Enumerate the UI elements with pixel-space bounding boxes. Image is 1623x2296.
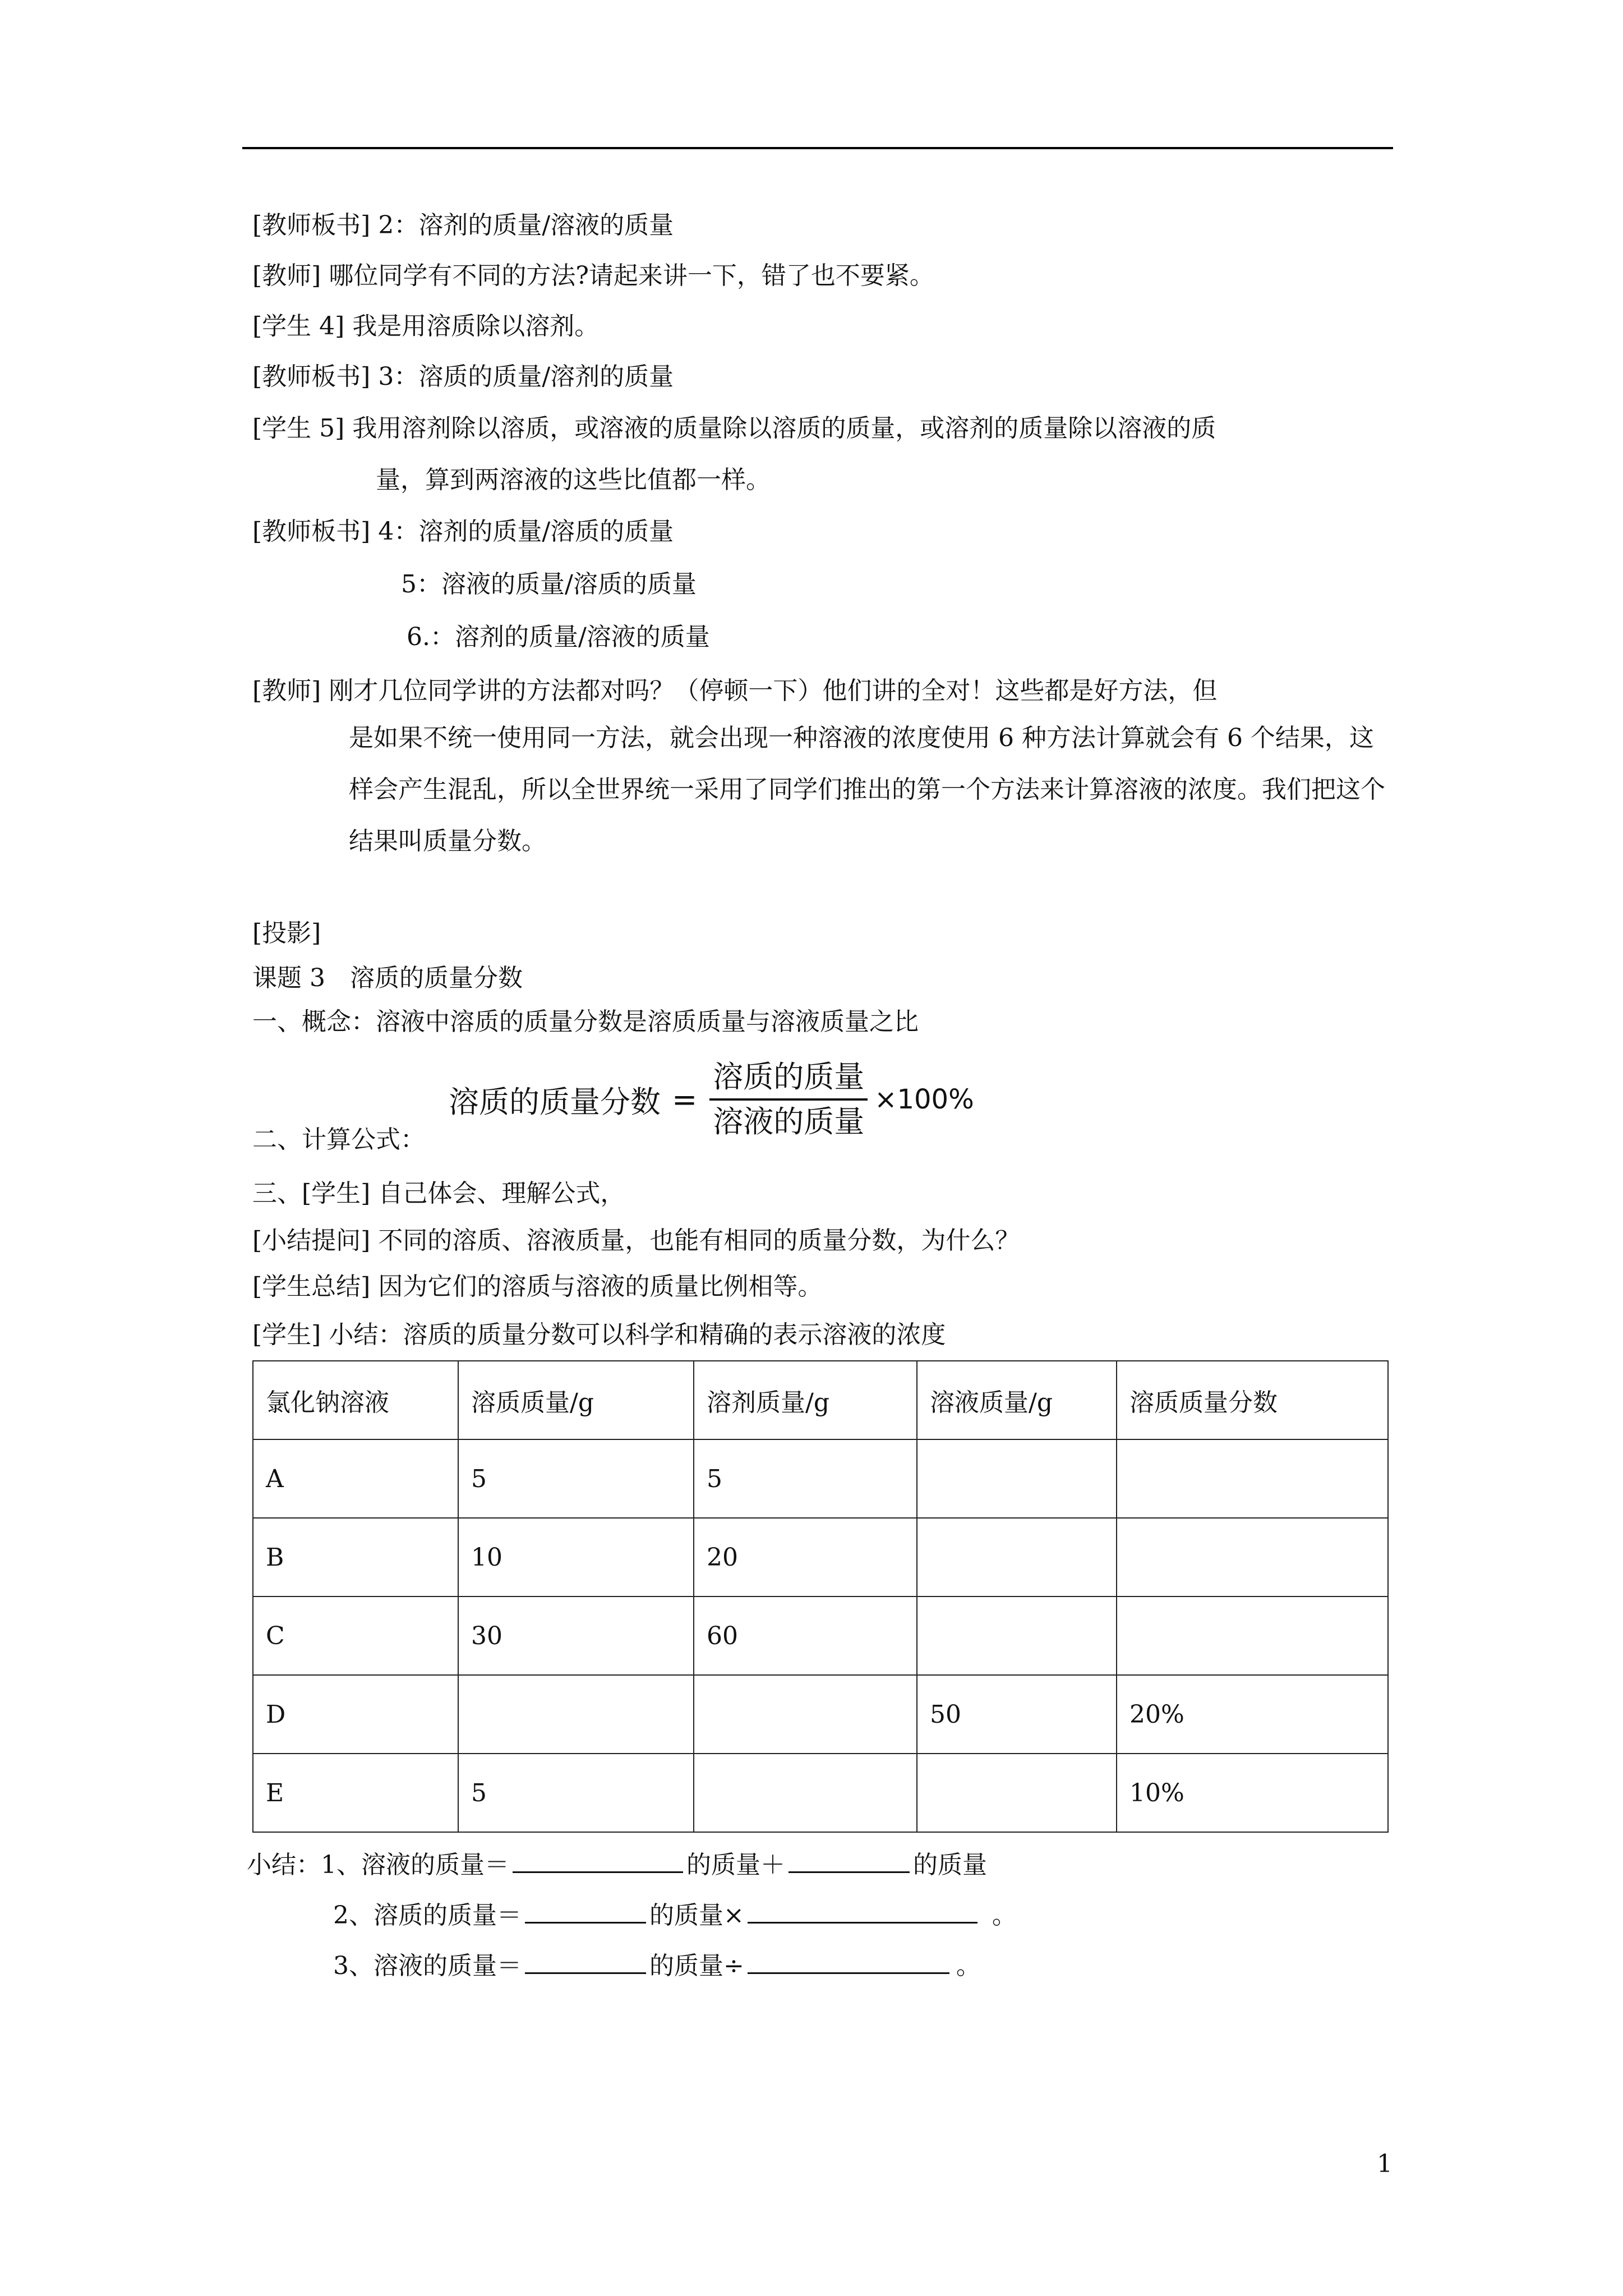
speaker-tag: [教师板书] xyxy=(252,211,371,240)
board-line-2 xyxy=(252,210,674,241)
table-cell: 20 xyxy=(694,1518,917,1596)
table-cell xyxy=(694,1754,917,1832)
table-cell: 60 xyxy=(694,1596,917,1675)
table-cell xyxy=(917,1518,1117,1596)
table-cell xyxy=(917,1596,1117,1675)
table-cell xyxy=(458,1675,694,1754)
table-cell xyxy=(1117,1439,1388,1518)
table-cell xyxy=(1117,1596,1388,1675)
table-cell: 10 xyxy=(458,1518,694,1596)
mass-fraction-formula xyxy=(449,1055,974,1144)
solution-table xyxy=(252,1360,1389,1833)
fill-blank[interactable] xyxy=(789,1847,910,1873)
speaker-tag: [教师] xyxy=(252,677,321,705)
line-text: 是如果不统一使用同一方法，就会出现一种溶液的浓度使用 6 种方法计算就会有 6 个结果，这样会产生混乱，所以全世界统一采用了同学们推出的第一个方法来计算溶液的浓度。我们把这个结果叫质量分数。 xyxy=(349,724,1385,855)
formula-fraction xyxy=(709,1059,868,1140)
projection-tag: [投影] xyxy=(252,919,321,947)
speaker-tag: [教师] xyxy=(252,261,321,290)
table-cell: 10% xyxy=(1117,1754,1388,1832)
board-line-6 xyxy=(407,622,710,653)
line-text: 3：溶质的质量/溶剂的质量 xyxy=(378,362,674,391)
student-summary: [学生总结] 因为它们的溶质与溶液的质量比例相等。 xyxy=(252,1272,823,1301)
student4-line xyxy=(252,311,599,342)
student5-line-cont xyxy=(376,464,771,496)
line-text: 哪位同学有不同的方法?请起来讲一下，错了也不要紧。 xyxy=(329,261,934,290)
concept-line: 一、概念：溶液中溶质的质量分数是溶质质量与溶液质量之比 xyxy=(252,1007,919,1036)
table-cell: 20% xyxy=(1117,1675,1388,1754)
table-cell: C xyxy=(253,1596,458,1675)
item3-line: 三、[学生] 自己体会、理解公式， xyxy=(252,1179,625,1208)
line-text: 刚才几位同学讲的方法都对吗？（停顿一下）他们讲的全对！这些都是好方法，但 xyxy=(329,677,1218,705)
page-number: 1 xyxy=(1377,2150,1393,2178)
table-cell: 50 xyxy=(917,1675,1117,1754)
line-text: 4：溶剂的质量/溶质的质量 xyxy=(378,517,674,546)
line-text: 6.：溶剂的质量/溶液的质量 xyxy=(407,623,710,651)
summary-item-3: 3、溶液的质量＝ 的质量÷ 。 xyxy=(333,1948,981,1982)
board-line-4 xyxy=(252,516,674,547)
formula-heading: 二、计算公式： xyxy=(252,1125,425,1154)
board-line-5 xyxy=(401,569,697,600)
fill-blank[interactable] xyxy=(525,1897,646,1924)
formula-numerator: 溶质的质量 xyxy=(713,1059,865,1094)
speaker-tag: [教师板书] xyxy=(252,362,371,391)
summary-question: [小结提问] 不同的溶质、溶液质量，也能有相同的质量分数，为什么？ xyxy=(252,1226,1020,1255)
formula-denominator: 溶液的质量 xyxy=(713,1104,865,1139)
formula-lhs: 溶质的质量分数 xyxy=(449,1084,661,1120)
line-text: 量，算到两溶液的这些比值都一样。 xyxy=(376,466,771,494)
table-row xyxy=(253,1518,1388,1596)
summary-item-1: 小结：1、溶液的质量＝ 的质量＋ 的质量 xyxy=(247,1847,987,1881)
table-cell xyxy=(917,1754,1117,1832)
table-header-cell: 溶质质量分数 xyxy=(1117,1361,1388,1439)
table-header-cell: 溶质质量/g xyxy=(458,1361,694,1439)
formula-equals: = xyxy=(672,1082,698,1117)
table-header-row xyxy=(253,1361,1388,1439)
fill-blank[interactable] xyxy=(513,1847,683,1873)
table-cell: B xyxy=(253,1518,458,1596)
table-cell: E xyxy=(253,1754,458,1832)
fill-blank[interactable] xyxy=(748,1948,949,1974)
fill-blank[interactable] xyxy=(525,1948,646,1974)
speaker-tag: [教师板书] xyxy=(252,517,371,546)
speaker-tag: [学生 4] xyxy=(252,312,345,341)
table-header-cell: 溶液质量/g xyxy=(917,1361,1117,1439)
teacher-line xyxy=(252,260,934,292)
table-cell xyxy=(694,1675,917,1754)
table-cell: 5 xyxy=(458,1439,694,1518)
student5-line xyxy=(252,413,1216,444)
speaker-tag: [学生 5] xyxy=(252,414,345,443)
table-cell xyxy=(917,1439,1117,1518)
board-line-3 xyxy=(252,361,674,393)
header-rule xyxy=(242,147,1393,149)
table-row xyxy=(253,1754,1388,1832)
line-text: 2：溶剂的质量/溶液的质量 xyxy=(378,211,674,240)
line-text: 我用溶剂除以溶质，或溶液的质量除以溶质的质量，或溶剂的质量除以溶液的质 xyxy=(352,414,1216,443)
table-cell: 5 xyxy=(458,1754,694,1832)
line-text: 5：溶液的质量/溶质的质量 xyxy=(401,570,697,599)
table-cell: 30 xyxy=(458,1596,694,1675)
table-cell xyxy=(1117,1518,1388,1596)
table-header-cell: 溶剂质量/g xyxy=(694,1361,917,1439)
teacher-explain-cont xyxy=(349,712,1386,867)
fill-blank[interactable] xyxy=(748,1897,978,1924)
table-row xyxy=(253,1439,1388,1518)
student-note: [学生] 小结：溶质的质量分数可以科学和精确的表示溶液的浓度 xyxy=(252,1320,946,1349)
table-row xyxy=(253,1596,1388,1675)
topic-title: 课题 3 溶质的质量分数 xyxy=(252,964,523,992)
table-row xyxy=(253,1675,1388,1754)
line-text: 我是用溶质除以溶剂。 xyxy=(352,312,600,341)
summary-item-2: 2、溶质的质量＝ 的质量× 。 xyxy=(333,1897,1017,1931)
table-header-cell: 氯化钠溶液 xyxy=(253,1361,458,1439)
table-cell: A xyxy=(253,1439,458,1518)
teacher-explain-line xyxy=(252,675,1217,707)
table-cell: 5 xyxy=(694,1439,917,1518)
table-cell: D xyxy=(253,1675,458,1754)
formula-times-100: ×100% xyxy=(874,1084,974,1115)
